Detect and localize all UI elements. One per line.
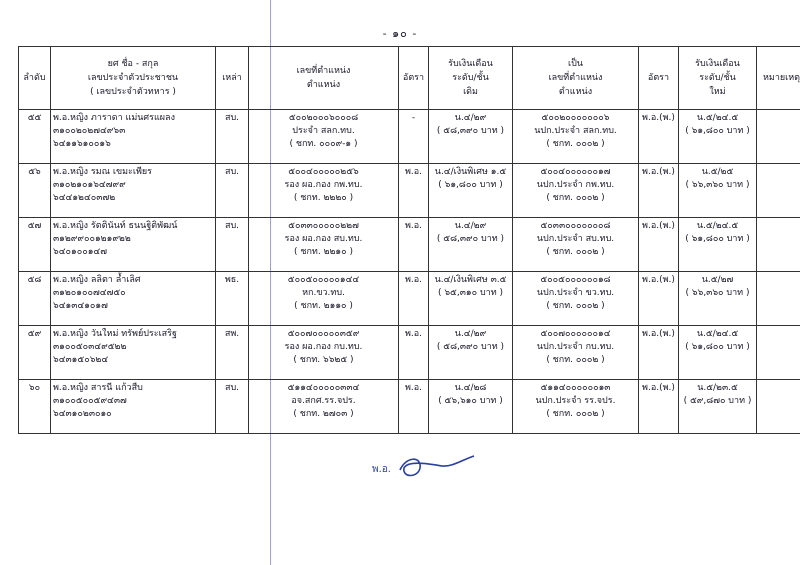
salary-line: น.๔/เงินพิเศษ ๑.๕ — [434, 167, 507, 177]
new-position-line: นปก.ประจำ กบ.ทบ. — [536, 342, 615, 352]
header-name: ยศ ชื่อ - สกุล เลขประจำตัวประชาชน ( เลขประจำตัวทหาร ) — [51, 47, 216, 110]
cell-rate: พ.อ. — [399, 164, 429, 218]
cell-salary — [429, 326, 513, 380]
name-line: ๖๔๓๑๐๒๓๐๑๐ — [53, 409, 112, 419]
new-salary-line: ( ๖๖,๓๖๐ บาท ) — [685, 180, 750, 190]
name-line: พ.อ.หญิง ลลิตา ล้ำเลิศ — [53, 275, 141, 285]
new-position-line: ( ชกท. ๐๐๐๒ ) — [546, 193, 605, 203]
cell-seq: ๕๙ — [19, 326, 51, 380]
position-line: ๕๐๐๒๐๐๐๖๐๐๐๘ — [288, 113, 359, 123]
position-line: ( ชกท. ๐๐๐๙-๑ ) — [289, 139, 358, 149]
new-position-line: นปก.ประจำ กพ.ทบ. — [536, 180, 615, 190]
position-line: ( ชกท. ๒๒๑๐ ) — [293, 247, 354, 257]
name-line: ๓๑๐๐๕๐๓๔๙๕๒๒ — [53, 342, 127, 352]
new-salary-line: น.๕/๒๔.๕ — [696, 113, 739, 123]
position-line: ๕๐๐๗๐๐๐๐๐๓๕๙ — [287, 329, 360, 339]
header-new-salary: รับเงินเดือน ระดับ/ชั้น ใหม่ — [679, 47, 757, 110]
name-line: ๓๑๒๙๙๐๐๑๒๑๙๒๒ — [53, 234, 131, 244]
name-line: พ.อ.หญิง วันใหม่ ทรัพย์ประเสริฐ — [53, 329, 177, 339]
new-position-line: ( ชกท. ๐๐๐๒ ) — [546, 139, 605, 149]
header-new-position: เป็น เลขที่ตำแหน่ง ตำแหน่ง — [513, 47, 639, 110]
name-line: ๓๑๐๒๑๐๑๖๔๗๙๙ — [53, 180, 126, 190]
name-line: ๓๑๒๐๑๐๐๗๔๗๕๐ — [53, 288, 126, 298]
header-new-rate: อัตรา — [639, 47, 679, 110]
cell-note — [757, 110, 800, 164]
table-row — [19, 110, 800, 164]
salary-line: น.๔/๒๙ — [454, 329, 487, 339]
cell-branch: พธ. — [216, 272, 249, 326]
cell-seq: ๕๕ — [19, 110, 51, 164]
cell-salary — [429, 218, 513, 272]
cell-branch: สบ. — [216, 218, 249, 272]
new-position-line: ๕๐๐๕๐๐๐๐๐๐๑๘ — [540, 275, 611, 285]
cell-branch: สบ. — [216, 164, 249, 218]
new-position-line: ( ชกท. ๐๐๐๒ ) — [546, 301, 605, 311]
table-row — [19, 380, 800, 434]
new-salary-line: ( ๕๙,๘๗๐ บาท ) — [683, 396, 752, 406]
cell-seq: ๕๖ — [19, 164, 51, 218]
table-row — [19, 326, 800, 380]
salary-line: ( ๕๘,๓๙๐ บาท ) — [436, 342, 505, 352]
new-salary-line: น.๕/๒๗ — [701, 275, 734, 285]
cell-new-rate: พ.อ.(พ.) — [639, 164, 679, 218]
name-line: ๖๔๓๑๕๐๖๒๔ — [53, 355, 109, 365]
position-line: ๕๐๓๓๐๐๐๐๐๒๒๗ — [288, 221, 359, 231]
cell-new-salary — [679, 326, 757, 380]
cell-new-rate: พ.อ.(พ.) — [639, 380, 679, 434]
position-line: หก.ขว.ทบ. — [302, 288, 345, 298]
cell-position — [249, 380, 399, 434]
cell-seq: ๕๘ — [19, 272, 51, 326]
name-line: พ.อ.หญิง รมณ เขมะเพียร — [53, 167, 153, 177]
new-salary-line: น.๕/๒๔.๕ — [696, 221, 739, 231]
name-line: พ.อ.หญิง รัตตินันท์ ธนนฐิติพัฒน์ — [53, 221, 178, 231]
cell-new-salary — [679, 272, 757, 326]
table-row — [19, 272, 800, 326]
salary-line: ( ๖๑,๘๐๐ บาท ) — [438, 180, 503, 190]
new-salary-line: ( ๖๑,๘๐๐ บาท ) — [685, 342, 750, 352]
cell-position — [249, 272, 399, 326]
name-line: ๖๔๐๑๐๐๑๔๗ — [53, 247, 108, 257]
signature-scribble — [400, 456, 474, 476]
cell-position — [249, 164, 399, 218]
cell-branch: สบ. — [216, 380, 249, 434]
table-row — [19, 164, 800, 218]
position-line: ๕๐๐๔๐๐๐๐๐๒๕๖ — [288, 167, 359, 177]
salary-line: น.๔/๒๙ — [454, 221, 487, 231]
position-line: ๕๑๑๔๐๐๐๐๐๓๓๔ — [287, 383, 360, 393]
name-line: ๖๔๑๓๔๑๐๑๗ — [53, 301, 108, 311]
cell-name — [51, 218, 216, 272]
cell-rate: พ.อ. — [399, 272, 429, 326]
position-line: ๕๐๐๕๐๐๐๐๐๑๔๔ — [287, 275, 360, 285]
cell-rate: พ.อ. — [399, 326, 429, 380]
cell-branch: สบ. — [216, 110, 249, 164]
name-line: ๖๔๑๑๖๑๐๐๑๖ — [53, 139, 111, 149]
new-position-line: ๕๐๐๒๐๐๐๐๐๐๐๖ — [541, 113, 610, 123]
header-seq: ลำดับ — [19, 47, 51, 110]
cell-note — [757, 218, 800, 272]
name-line: พ.อ.หญิง ภาราดา แม่นศรแผลง — [53, 113, 175, 123]
cell-new-position — [513, 380, 639, 434]
salary-line: น.๔/๒๙ — [454, 113, 487, 123]
new-position-line: ( ชกท. ๐๐๐๒ ) — [546, 409, 605, 419]
position-line: ( ชกท. ๖๖๒๕ ) — [293, 355, 354, 365]
header-rate: อัตรา — [399, 47, 429, 110]
cell-note — [757, 380, 800, 434]
new-position-line: ( ชกท. ๐๐๐๒ ) — [546, 355, 605, 365]
cell-name — [51, 380, 216, 434]
cell-new-position — [513, 326, 639, 380]
position-line: ( ชกท. ๒๒๒๐ ) — [293, 193, 354, 203]
salary-line: ( ๖๕,๓๑๐ บาท ) — [437, 288, 504, 298]
cell-new-rate: พ.อ.(พ.) — [639, 218, 679, 272]
position-line: ( ชกท. ๒๑๑๐ ) — [294, 301, 353, 311]
position-line: ( ชกท. ๒๗๐๓ ) — [293, 409, 354, 419]
cell-new-salary — [679, 164, 757, 218]
new-salary-line: ( ๖๖,๓๖๐ บาท ) — [685, 288, 750, 298]
position-line: ประจำ สลก.ทบ. — [292, 126, 355, 136]
cell-new-position — [513, 218, 639, 272]
header-note: หมายเหตุ — [757, 47, 800, 110]
cell-new-rate: พ.อ.(พ.) — [639, 272, 679, 326]
new-position-line: นปก.ประจำ สบ.ทบ. — [536, 234, 615, 244]
cell-name — [51, 110, 216, 164]
header-position: เลขที่ตำแหน่ง ตำแหน่ง — [249, 47, 399, 110]
cell-new-rate: พ.อ.(พ.) — [639, 326, 679, 380]
name-line: ๓๑๐๐๒๐๒๗๔๙๖๓ — [53, 126, 126, 136]
cell-new-position — [513, 110, 639, 164]
cell-new-salary — [679, 218, 757, 272]
cell-rate: พ.อ. — [399, 380, 429, 434]
cell-new-salary — [679, 110, 757, 164]
signature-initials: พ.อ. — [372, 464, 391, 475]
cell-seq: ๕๗ — [19, 218, 51, 272]
new-position-line: นปก.ประจำ ขว.ทบ. — [536, 288, 615, 298]
cell-salary — [429, 110, 513, 164]
cell-branch: สพ. — [216, 326, 249, 380]
page-number: - ๑๐ - — [382, 27, 418, 40]
new-position-line: ( ชกท. ๐๐๐๒ ) — [546, 247, 605, 257]
name-line: พ.อ.หญิง สารนี แก้วสืบ — [53, 383, 143, 393]
cell-note — [757, 326, 800, 380]
salary-line: ( ๕๘,๓๙๐ บาท ) — [436, 234, 505, 244]
personnel-table — [18, 46, 800, 434]
salary-line: น.๔/เงินพิเศษ ๓.๕ — [434, 275, 507, 285]
cell-rate: - — [399, 110, 429, 164]
new-position-line: ๕๐๓๓๐๐๐๐๐๐๐๘ — [540, 221, 611, 231]
cell-name — [51, 164, 216, 218]
new-position-line: นปก.ประจำ รร.จปร. — [535, 396, 616, 406]
new-position-line: ๕๐๐๗๐๐๐๐๐๐๑๔ — [540, 329, 611, 339]
cell-note — [757, 272, 800, 326]
cell-name — [51, 326, 216, 380]
cell-position — [249, 110, 399, 164]
cell-new-rate: พ.อ.(พ.) — [639, 110, 679, 164]
new-position-line: ๕๐๐๔๐๐๐๐๐๐๑๗ — [540, 167, 611, 177]
cell-name — [51, 272, 216, 326]
cell-new-position — [513, 164, 639, 218]
table-row — [19, 218, 800, 272]
cell-salary — [429, 164, 513, 218]
salary-line: น.๔/๒๘ — [454, 383, 487, 393]
position-line: รอง ผอ.กอง กบ.ทบ. — [284, 342, 363, 352]
cell-new-salary — [679, 380, 757, 434]
position-line: อจ.สกศ.รร.จปร. — [291, 396, 356, 406]
position-line: รอง ผอ.กอง กพ.ทบ. — [284, 180, 363, 190]
cell-salary — [429, 380, 513, 434]
signature — [370, 448, 480, 488]
position-line: รอง ผอ.กอง สบ.ทบ. — [284, 234, 363, 244]
new-salary-line: ( ๖๑,๘๐๐ บาท ) — [685, 126, 750, 136]
new-salary-line: ( ๖๑,๘๐๐ บาท ) — [685, 234, 750, 244]
cell-note — [757, 164, 800, 218]
new-salary-line: น.๕/๒๕ — [701, 167, 734, 177]
header-row — [19, 47, 800, 110]
cell-seq: ๖๐ — [19, 380, 51, 434]
new-position-line: นปก.ประจำ สลก.ทบ. — [534, 126, 617, 136]
header-branch: เหล่า — [216, 47, 249, 110]
name-line: ๓๑๐๐๕๐๐๕๙๔๓๗ — [53, 396, 127, 406]
name-line: ๖๔๔๑๒๔๐๓๗๒ — [53, 193, 116, 203]
cell-new-position — [513, 272, 639, 326]
new-salary-line: น.๕/๒๔.๕ — [696, 329, 739, 339]
cell-position — [249, 218, 399, 272]
header-old-salary: รับเงินเดือน ระดับ/ชั้น เดิม — [429, 47, 513, 110]
cell-salary — [429, 272, 513, 326]
cell-position — [249, 326, 399, 380]
new-position-line: ๕๑๑๔๐๐๐๐๐๐๑๓ — [540, 383, 611, 393]
cell-rate: พ.อ. — [399, 218, 429, 272]
salary-line: ( ๕๖,๖๑๐ บาท ) — [438, 396, 503, 406]
new-salary-line: น.๕/๒๓.๕ — [697, 383, 738, 393]
salary-line: ( ๕๘,๓๙๐ บาท ) — [436, 126, 505, 136]
